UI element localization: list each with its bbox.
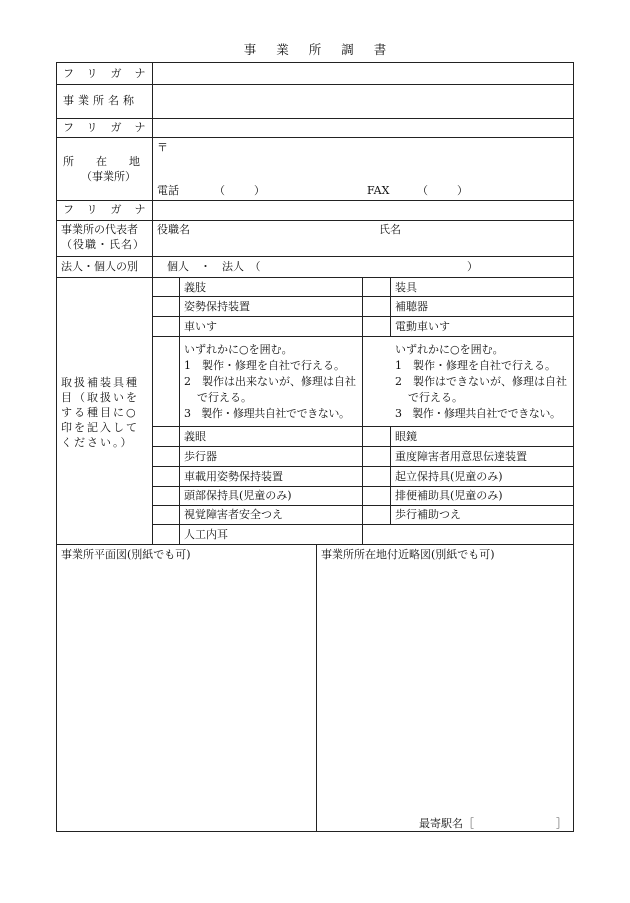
fax-paren-close: ） [457, 184, 468, 197]
location-map-label: 事業所所在地付近略図(別紙でも可) [321, 548, 495, 561]
row-divider [57, 84, 573, 85]
device-item-white-cane: 視覚障害者安全つえ [184, 508, 283, 521]
furigana-label: フリガナ [63, 203, 159, 216]
device-item-hearing-aid: 補聴器 [395, 300, 428, 313]
checkbox-column-divider [390, 426, 391, 524]
device-item-head-support: 頭部保持具(児童のみ) [184, 489, 292, 502]
device-item-walking-cane: 歩行補助つえ [395, 508, 461, 521]
furigana-label: フリガナ [63, 67, 159, 80]
instruction-line: 1 製作・修理を自社で行える。 [184, 359, 345, 372]
device-item-cochlear-implant: 人工内耳 [184, 528, 228, 541]
right-instruction [395, 342, 571, 422]
instruction-line: 1 製作・修理を自社で行える。 [395, 359, 556, 372]
checkbox-column-divider [390, 277, 391, 336]
row-divider [57, 118, 573, 119]
instruction-line: 2 製作は出来ないが、修理は自社で行える。 [184, 375, 356, 404]
representative-sublabel: （役職・氏名） [61, 238, 145, 251]
device-item-toilet-aid: 排便補助具(児童のみ) [395, 489, 503, 502]
floor-plan-label: 事業所平面図(別紙でも可) [61, 548, 191, 561]
instruction-line: いずれかに○を囲む。 [395, 343, 504, 356]
device-column-divider [362, 277, 363, 544]
rep-title-field: 役職名 [157, 223, 190, 236]
device-item-car-posture: 車載用姿勢保持装置 [184, 470, 283, 483]
device-section-label: 取扱補装具種目（取扱いをする種目に○印を記入してください。） [61, 376, 139, 449]
postal-mark: 〒 [157, 141, 168, 154]
instruction-line: 3 製作・修理共自社でできない。 [184, 407, 350, 420]
row-divider [57, 220, 573, 221]
address-sublabel: （事業所） [81, 170, 136, 183]
phone-paren-close: ） [254, 184, 265, 197]
nearest-station-label: 最寄駅名［ [419, 817, 474, 830]
checkbox-column-divider [179, 277, 180, 544]
entity-paren-close: ） [467, 260, 478, 273]
device-item-standing-support: 起立保持具(児童のみ) [395, 470, 503, 483]
device-item-walker: 歩行器 [184, 450, 217, 463]
device-item-communication-device: 重度障害者用意思伝達装置 [395, 450, 527, 463]
furigana-label: フリガナ [63, 121, 159, 134]
row-divider [57, 200, 573, 201]
instruction-line: 2 製作はできないが、修理は自社で行える。 [395, 375, 567, 404]
label-column-divider [152, 63, 153, 544]
device-item-posture-support: 姿勢保持装置 [184, 300, 250, 313]
instruction-line: いずれかに○を囲む。 [184, 343, 293, 356]
phone-label: 電話 [157, 184, 179, 197]
row-divider [57, 256, 573, 257]
fax-label: FAX [367, 184, 390, 197]
fax-paren-open: （ [417, 184, 428, 197]
device-item-orthosis: 装具 [395, 281, 417, 294]
device-item-glasses: 眼鏡 [395, 430, 417, 443]
left-instruction [184, 342, 360, 422]
row-divider [57, 544, 573, 545]
map-column-divider [316, 544, 317, 831]
rep-name-field: 氏名 [379, 223, 401, 236]
nearest-station-close: ］ [556, 817, 567, 830]
survey-form [56, 62, 574, 832]
device-item-prosthesis: 義肢 [184, 281, 206, 294]
device-item-wheelchair: 車いす [184, 320, 217, 333]
address-label: 所在地 [63, 155, 162, 168]
document-title: 事業所調書 [243, 42, 407, 57]
entity-options: 個人 ・ 法人 （ [167, 260, 261, 273]
device-item-electric-wheelchair: 電動車いす [395, 320, 450, 333]
instruction-line: 3 製作・修理共自社でできない。 [395, 407, 561, 420]
representative-label: 事業所の代表者 [61, 223, 138, 236]
row-divider [57, 137, 573, 138]
entity-type-label: 法人・個人の別 [61, 260, 138, 273]
device-item-artificial-eye: 義眼 [184, 430, 206, 443]
phone-paren-open: （ [214, 184, 225, 197]
office-name-label: 事業所名称 [63, 94, 138, 107]
row-divider [57, 277, 573, 278]
